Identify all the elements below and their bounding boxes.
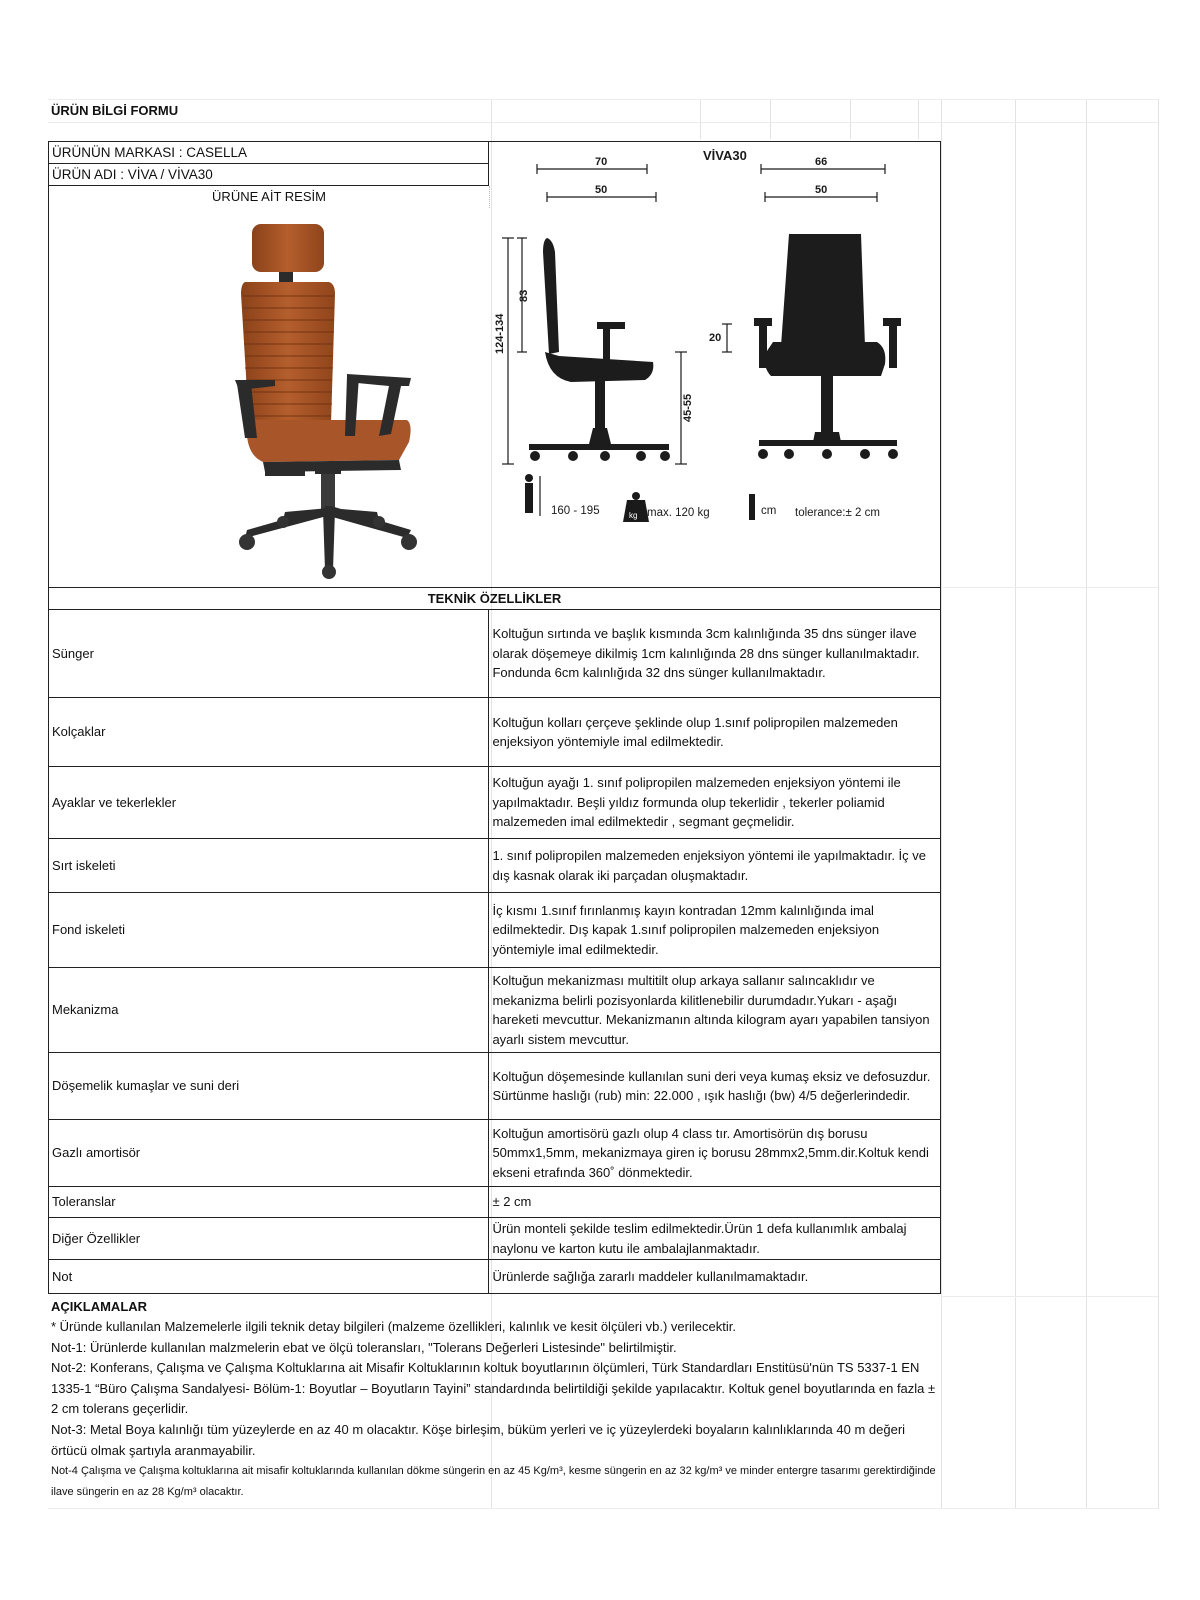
unit-label: cm	[761, 505, 777, 517]
grid-line	[48, 122, 1158, 123]
spec-label: Kolçaklar	[49, 698, 489, 767]
spec-label: Döşemelik kumaşlar ve suni deri	[49, 1053, 489, 1120]
technical-drawing	[489, 142, 941, 588]
note-2: Not-2: Konferans, Çalışma ve Çalışma Koltuklarına ait Misafir Koltuklarının koltuk boyutlarının ölçümleri, Türk Standardları Enstitüsü'nün TS 5337-1 EN 1335-1 “Büro Çalışma Sandalyesi- Bölüm-1: Boyutlar – Boyutların Tayini” standardında belirtildiği şekilde yapılacaktır. Koltuk genel boyutlarında en fazla ± 2 cm tolerans geçerlidir.	[51, 1360, 936, 1417]
table-row	[49, 698, 941, 767]
spec-value: 1. sınıf polipropilen malzemeden enjeksiyon yöntemi ile yapılmaktadır. İç ve dış kasnak olarak iki parçadan oluşmaktadır.	[489, 839, 941, 893]
grid-line	[1086, 99, 1087, 1509]
spec-label: Mekanizma	[49, 968, 489, 1053]
chair-photo	[179, 224, 429, 579]
table-row	[49, 1120, 941, 1187]
table-row	[49, 767, 941, 839]
spec-value: İç kısmı 1.sınıf fırınlanmış kayın kontradan 12mm kalınlığında imal edilmektedir. Dış kapak 1.sınıf polipropilen malzemeden enjeksiyon yöntemiyle imal edilmektedir.	[489, 893, 941, 968]
note-1: Not-1: Ürünlerde kullanılan malzmelerin ebat ve ölçü toleransları, "Tolerans Değerleri Listesinde" belirtilmiştir.	[51, 1339, 677, 1355]
spec-label: Diğer Özellikler	[49, 1218, 489, 1260]
table-row	[49, 839, 941, 893]
grid-line	[770, 99, 771, 139]
person-range: 160 - 195	[551, 505, 600, 517]
product-name-label: ÜRÜN ADI : VİVA / VİVA30	[49, 164, 489, 186]
notes-section	[48, 1297, 941, 1502]
dim-front-seat: 50	[815, 184, 828, 196]
spec-value: Koltuğun sırtında ve başlık kısmında 3cm kalınlığında 35 dns sünger ilave olarak döşemeye dikilmiş 1cm kalınlığında 28 dns sünger kullanılmaktadır. Fondunda 6cm kalınlığıda 32 dns sünger kullanılmaktadır.	[489, 610, 941, 698]
specs-heading: TEKNİK ÖZELLİKLER	[49, 588, 941, 610]
note-star: * Üründe kullanılan Malzemelerle ilgili teknik detay bilgileri (malzeme özellikleri, kalınlık ve kesit ölçüleri vb.) verilecektir.	[51, 1319, 736, 1334]
form-title: ÜRÜN BİLGİ FORMU	[51, 103, 179, 118]
grid-line	[941, 587, 1158, 588]
spec-label: Not	[49, 1260, 489, 1294]
table-row	[49, 610, 941, 698]
grid-line	[941, 1296, 1158, 1297]
dim-front-width: 66	[815, 156, 828, 168]
dim-seat-height: 45-55	[682, 393, 694, 422]
grid-line	[700, 99, 701, 139]
spec-label: Sırt iskeleti	[49, 839, 489, 893]
notes-heading: AÇIKLAMALAR	[51, 1299, 148, 1314]
spec-value: ± 2 cm	[489, 1187, 941, 1218]
technical-drawing-area	[489, 142, 941, 588]
spec-label: Toleranslar	[49, 1187, 489, 1218]
dim-arm-height: 20	[709, 332, 722, 344]
model-name: VİVA30	[703, 148, 747, 163]
dim-side-width: 70	[595, 156, 608, 168]
max-load: max. 120 kg	[647, 507, 710, 519]
note-3: Not-3: Metal Boya kalınlığı tüm yüzeylerde en az 40 m olacaktır. Köşe birleşim, büküm yerleri ve iç yüzeylerdeki boyaların kalınlıklarında 40 m değeri örtücü olmak şartıyla aranmayabilir.	[51, 1421, 906, 1458]
grid-line	[1015, 99, 1016, 1509]
picture-caption: ÜRÜNE AİT RESİM	[49, 186, 490, 208]
grid-line	[1158, 99, 1159, 1509]
spec-label: Fond iskeleti	[49, 893, 489, 968]
table-row	[49, 1053, 941, 1120]
spec-value: Koltuğun kolları çerçeve şeklinde olup 1.sınıf polipropilen malzemeden enjeksiyon yöntemiyle imal edilmektedir.	[489, 698, 941, 767]
spec-label: Sünger	[49, 610, 489, 698]
grid-line	[48, 1508, 1158, 1509]
tolerance-label: tolerance:± 2 cm	[795, 507, 880, 519]
spec-label: Ayaklar ve tekerlekler	[49, 767, 489, 839]
note-4: Not-4 Çalışma ve Çalışma koltuklarına ait misafir koltuklarında kullanılan dökme süngerin en az 45 Kg/m³, kesme süngerin en az 32 kg/m³ ve minder entergre tasarımı gerektirdiğinde ilave süngerin en az 28 Kg/m³ olacaktır.	[51, 1465, 936, 1498]
brand-label: ÜRÜNÜN MARKASI : CASELLA	[49, 142, 489, 164]
specs-table	[48, 587, 941, 1294]
spec-value: Koltuğun amortisörü gazlı olup 4 class tır. Amortisörün dış borusu 50mmx1,5mm, mekanizmaya giren iç borusu 28mmx2,5mm.dir.Koltuk kendi ekseni etrafında 360˚ dönmektedir.	[489, 1120, 941, 1187]
spec-value: Koltuğun mekanizması multitilt olup arkaya sallanır salıncaklıdır ve mekanizma belirli pozisyonlarda kilitlenebilir durumdadır.Yukarı - aşağı hareketi mevcuttur. Mekanizmanın altında kilogram ayarı yapabilen tansiyon ayarlı sistem mevcuttur.	[489, 968, 941, 1053]
spec-value: Koltuğun ayağı 1. sınıf polipropilen malzemeden enjeksiyon yöntemi ile yapılmaktadır. Beşli yıldız formunda olup tekerlidir , tekerler poliamid malzemeden imal edilmektedir , segmant geçmelidir.	[489, 767, 941, 839]
product-header-block	[48, 141, 941, 588]
table-row	[49, 1218, 941, 1260]
table-row	[49, 1187, 941, 1218]
table-row	[49, 893, 941, 968]
dim-side-seat: 50	[595, 184, 608, 196]
table-row	[49, 968, 941, 1053]
grid-line	[918, 99, 919, 139]
dim-total-height: 124-134	[494, 313, 506, 354]
ruler-icon	[749, 494, 755, 520]
spec-label: Gazlı amortisör	[49, 1120, 489, 1187]
grid-line	[850, 99, 851, 139]
table-row	[49, 1260, 941, 1294]
spec-value: Ürünlerde sağlığa zararlı maddeler kullanılmamaktadır.	[489, 1260, 941, 1294]
spec-value: Koltuğun döşemesinde kullanılan suni deri veya kumaş eksiz ve defosuzdur. Sürtünme haslığı (rub) min: 22.000 , ışık haslığı (bw) 4/5 değerlerindedir.	[489, 1053, 941, 1120]
kg-icon-label: kg	[629, 511, 638, 520]
grid-line	[941, 99, 942, 1509]
dim-back-height: 83	[518, 289, 530, 302]
spec-value: Ürün monteli şekilde teslim edilmektedir.Ürün 1 defa kullanımlık ambalaj naylonu ve karton kutu ile ambalajlanmaktadır.	[489, 1218, 941, 1260]
person-icon	[525, 474, 533, 513]
